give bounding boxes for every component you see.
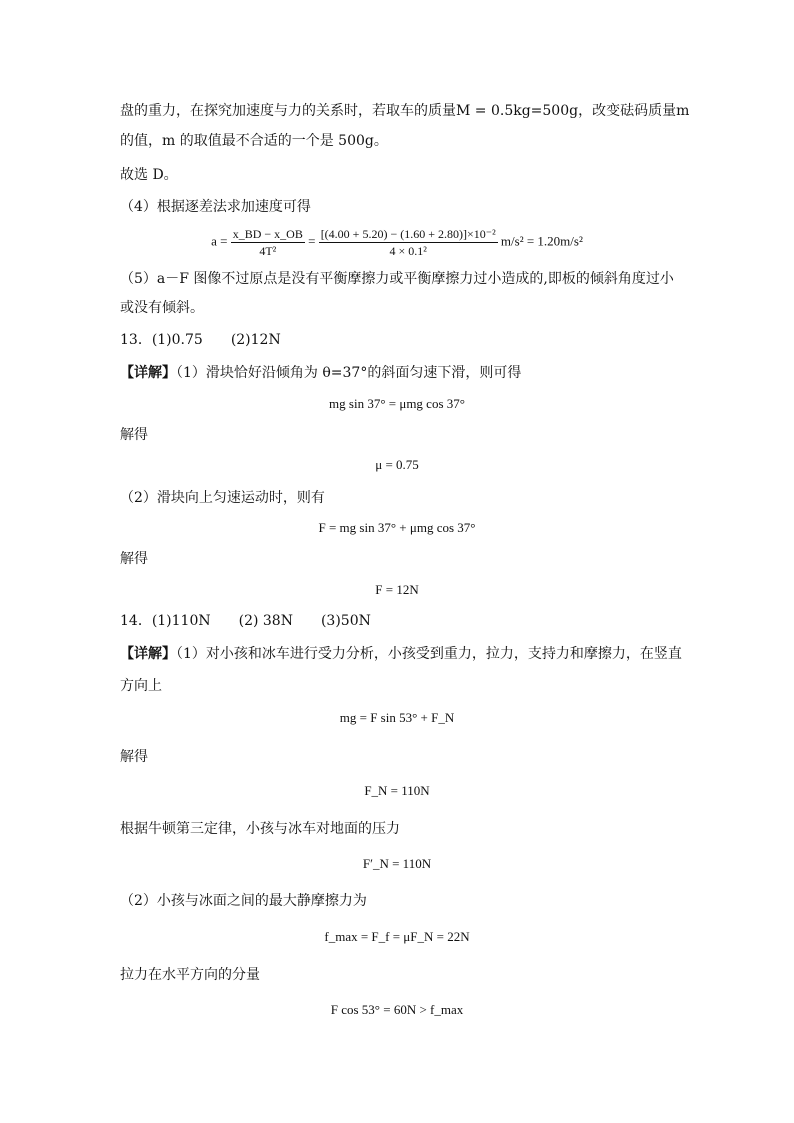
equation-6: F_N = 110N: [364, 783, 430, 798]
equation-3: F = mg sin 37° + μmg cos 37°: [318, 520, 476, 535]
accel-numerator-2: [(4.00 + 5.20) − (1.60 + 2.80)]×10⁻²: [320, 227, 496, 241]
accel-denominator-2: 4 × 0.1²: [389, 244, 427, 258]
accel-equals: =: [308, 233, 316, 249]
text-line-5: （5）a－F 图像不过原点是没有平衡摩擦力或平衡摩擦力过小造成的,即板的倾斜角度过小: [120, 271, 674, 287]
question-14-answer: 14．(1)110N (2) 38N (3)50N: [120, 613, 371, 629]
question-13-answer: 13．(1)0.75 (2)12N: [120, 332, 281, 348]
text-line-3: 故选 D。: [120, 167, 178, 183]
equation-4: F = 12N: [375, 582, 419, 597]
accel-result: m/s² = 1.20m/s²: [500, 233, 583, 249]
accel-denominator-1: 4T²: [259, 244, 277, 258]
question-14-detail-2: 方向上: [120, 678, 162, 694]
newton-third-law-text: 根据牛顿第三定律，小孩与冰车对地面的压力: [120, 821, 400, 837]
accel-lhs: a =: [211, 233, 228, 249]
detail-text: （1）对小孩和冰车进行受力分析，小孩受到重力，拉力，支持力和摩擦力，在竖直: [176, 646, 682, 662]
solve-label-2: 解得: [120, 551, 148, 567]
detail-text: （1）滑块恰好沿倾角为 θ=37°的斜面匀速下滑，则可得: [176, 365, 522, 381]
accel-numerator-1: x_BD − x_OB: [232, 227, 303, 241]
question-14-detail: [120, 644, 682, 664]
equation-8: f_max = F_f = μF_N = 22N: [324, 929, 470, 944]
text-line-1: 盘的重力，在探究加速度与力的关系时，若取车的质量M = 0.5kg=500g，改变砝码质量m: [120, 103, 690, 119]
equation-9: F cos 53° = 60N > f_max: [330, 1002, 464, 1017]
horizontal-component-text: 拉力在水平方向的分量: [120, 967, 260, 983]
accel-fraction-1: [231, 226, 305, 259]
text-line-2: 的值，m 的取值最不合适的一个是 500g。: [120, 133, 388, 149]
accel-fraction-2: [319, 226, 498, 259]
question-14-part-2: （2）小孩与冰面之间的最大静摩擦力为: [120, 893, 367, 909]
solve-label-1: 解得: [120, 427, 148, 443]
acceleration-equation: [0, 226, 794, 259]
text-line-6: 或没有倾斜。: [120, 300, 204, 316]
detail-tag: 【详解】: [120, 646, 176, 662]
question-13-detail: [120, 363, 521, 383]
equation-1: mg sin 37° = μmg cos 37°: [329, 396, 465, 411]
text-line-4: （4）根据逐差法求加速度可得: [120, 199, 311, 215]
equation-7: F′_N = 110N: [362, 856, 432, 871]
equation-5: mg = F sin 53° + F_N: [339, 710, 455, 725]
question-13-part-2: （2）滑块向上匀速运动时，则有: [120, 490, 325, 506]
equation-2: μ = 0.75: [375, 457, 419, 472]
detail-tag: 【详解】: [120, 365, 176, 381]
solve-label-3: 解得: [120, 749, 148, 765]
